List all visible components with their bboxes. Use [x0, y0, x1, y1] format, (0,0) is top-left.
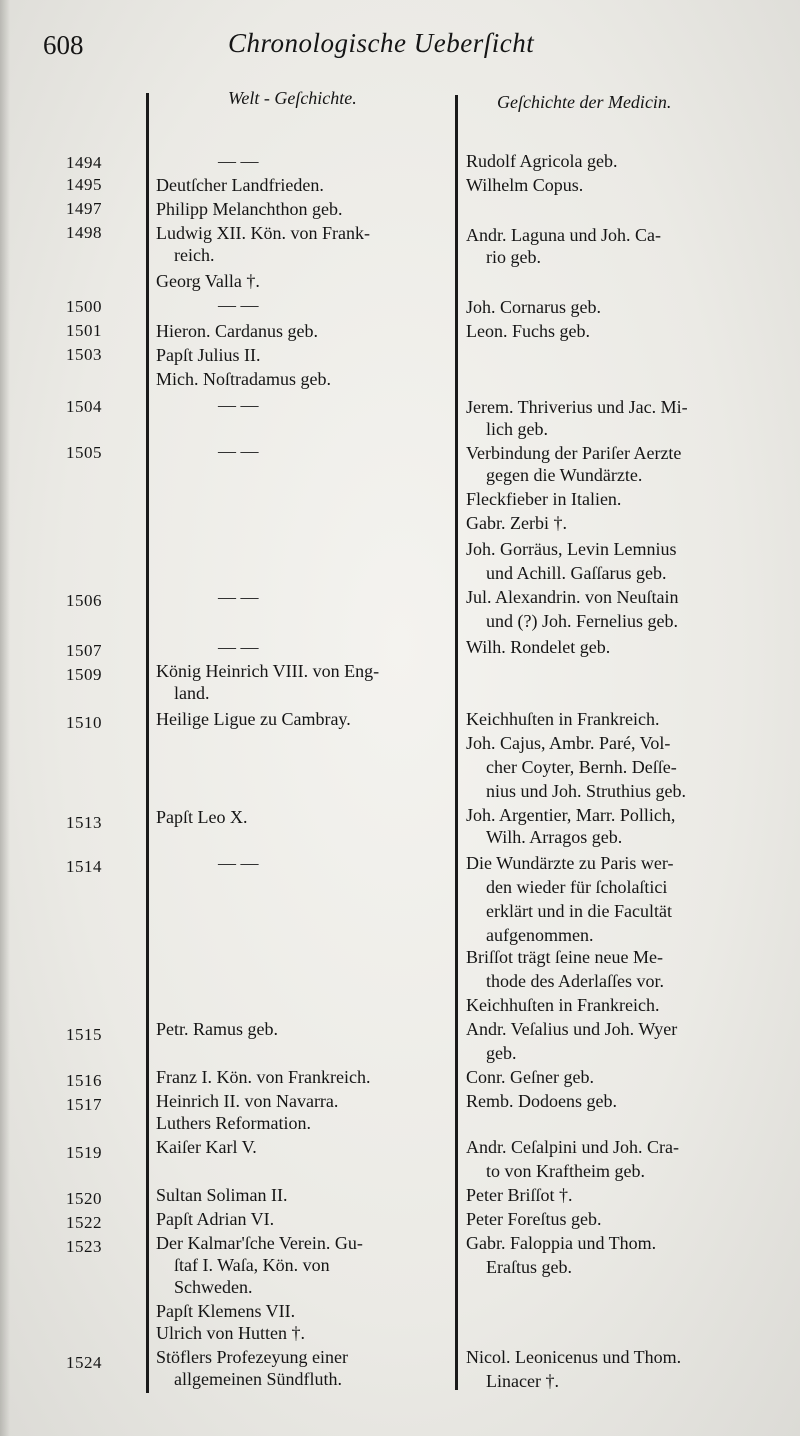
medicine-entry-line: nius und Joh. Struthius geb.	[486, 781, 687, 801]
medicine-entry-line: erklärt und in die Facultät	[486, 901, 672, 921]
column-rule-left	[146, 93, 149, 1393]
world-entry-line: König Heinrich VIII. von Eng-	[156, 661, 380, 681]
medicine-entry-line: geb.	[486, 1043, 517, 1063]
world-entry-line: Franz I. Kön. von Frankreich.	[156, 1067, 371, 1087]
world-entry-line: Der Kalmar'ſche Verein. Gu-	[156, 1233, 363, 1253]
medicine-entry-line: Peter Foreſtus geb.	[466, 1209, 602, 1229]
world-entry-line: — —	[218, 853, 259, 873]
world-entry-line: Heinrich II. von Navarra.	[156, 1091, 339, 1111]
medicine-entry-line: Andr. Laguna und Joh. Ca-	[466, 225, 661, 245]
medicine-entry-line: und Achill. Gaſſarus geb.	[486, 563, 667, 583]
medicine-entry-line: Conr. Geſner geb.	[466, 1067, 594, 1087]
medicine-entry-line: Keichhuſten in Frankreich.	[466, 709, 660, 729]
medicine-entry-line: Eraſtus geb.	[486, 1257, 572, 1277]
medicine-entry-line: Andr. Ceſalpini und Joh. Cra-	[466, 1137, 679, 1157]
medicine-entry-line: Andr. Veſalius und Joh. Wyer	[466, 1019, 678, 1039]
medicine-entry-line: Jul. Alexandrin. von Neuſtain	[466, 587, 679, 607]
world-entry-line: Kaiſer Karl V.	[156, 1137, 257, 1157]
year-label: 1507	[66, 641, 102, 660]
year-label: 1495	[66, 175, 102, 194]
medicine-entry-line: Fleckfieber in Italien.	[466, 489, 622, 509]
year-label: 1514	[66, 857, 102, 876]
world-entry-line: Mich. Noſtradamus geb.	[156, 369, 331, 389]
medicine-entry-line: rio geb.	[486, 247, 541, 267]
running-title: Chronologische Ueberſicht	[228, 28, 535, 58]
medicine-entry-line: und (?) Joh. Fernelius geb.	[486, 611, 678, 631]
year-label: 1494	[66, 153, 102, 172]
world-entry-line: Deutſcher Landfrieden.	[156, 175, 324, 195]
medicine-entry-line: Gabr. Zerbi †.	[466, 513, 567, 533]
medicine-entry-line: Wilh. Arragos geb.	[486, 827, 623, 847]
year-label: 1519	[66, 1143, 102, 1162]
year-label: 1500	[66, 297, 102, 316]
year-label: 1509	[66, 665, 102, 684]
world-entry-line: — —	[218, 441, 259, 461]
world-entry-line: Heilige Ligue zu Cambray.	[156, 709, 351, 729]
world-entry-line: Petr. Ramus geb.	[156, 1019, 278, 1039]
year-label: 1513	[66, 813, 102, 832]
medicine-entry-line: Verbindung der Pariſer Aerzte	[466, 443, 682, 463]
column-heading-world-history: Welt - Geſchichte.	[228, 88, 357, 108]
medicine-entry-line: cher Coyter, Bernh. Deſſe-	[486, 757, 677, 777]
world-entry-line: — —	[218, 395, 259, 415]
world-entry-line: Ulrich von Hutten †.	[156, 1323, 305, 1343]
world-entry-line: ſtaf I. Waſa, Kön. von	[174, 1255, 330, 1275]
medicine-entry-line: Linacer †.	[486, 1371, 559, 1391]
column-heading-medicine-history: Geſchichte der Medicin.	[497, 92, 672, 112]
year-label: 1498	[66, 223, 102, 242]
world-entry-line: Hieron. Cardanus geb.	[156, 321, 318, 341]
medicine-entry-line: Leon. Fuchs geb.	[466, 321, 590, 341]
world-entry-line: Papſt Klemens VII.	[156, 1301, 296, 1321]
medicine-entry-line: Die Wundärzte zu Paris wer-	[466, 853, 674, 873]
medicine-entry-line: Nicol. Leonicenus und Thom.	[466, 1347, 682, 1367]
year-label: 1522	[66, 1213, 102, 1232]
medicine-entry-line: Joh. Argentier, Marr. Pollich,	[466, 805, 676, 825]
medicine-entry-line: Briſſot trägt ſeine neue Me-	[466, 947, 663, 967]
medicine-entry-line: aufgenommen.	[486, 925, 594, 945]
medicine-entry-line: Peter Briſſot †.	[466, 1185, 573, 1205]
year-label: 1501	[66, 321, 102, 340]
year-label: 1520	[66, 1189, 102, 1208]
world-entry-line: Papſt Leo X.	[156, 807, 248, 827]
year-label: 1505	[66, 443, 102, 462]
medicine-entry-line: Joh. Gorräus, Levin Lemnius	[466, 539, 677, 559]
year-label: 1503	[66, 345, 102, 364]
year-label: 1510	[66, 713, 102, 732]
medicine-entry-line: Rudolf Agricola geb.	[466, 151, 618, 171]
world-entry-line: Schweden.	[174, 1277, 253, 1297]
world-entry-line: Papſt Julius II.	[156, 345, 261, 365]
year-label: 1517	[66, 1095, 102, 1114]
world-entry-line: reich.	[174, 245, 215, 265]
world-entry-line: — —	[218, 151, 259, 171]
medicine-entry-line: Wilhelm Copus.	[466, 175, 584, 195]
medicine-entry-line: Joh. Cajus, Ambr. Paré, Vol-	[466, 733, 671, 753]
world-entry-line: Sultan Soliman II.	[156, 1185, 288, 1205]
world-entry-line: — —	[218, 587, 259, 607]
medicine-entry-line: Remb. Dodoens geb.	[466, 1091, 617, 1111]
year-label: 1497	[66, 199, 102, 218]
year-label: 1506	[66, 591, 102, 610]
year-label: 1515	[66, 1025, 102, 1044]
page-edge-shadow	[0, 0, 10, 1436]
year-label: 1524	[66, 1353, 102, 1372]
medicine-entry-line: Joh. Cornarus geb.	[466, 297, 601, 317]
world-entry-line: — —	[218, 295, 259, 315]
medicine-entry-line: Wilh. Rondelet geb.	[466, 637, 611, 657]
medicine-entry-line: Jerem. Thriverius und Jac. Mi-	[466, 397, 688, 417]
page-number: 608	[43, 30, 84, 60]
world-entry-line: land.	[174, 683, 210, 703]
medicine-entry-line: lich geb.	[486, 419, 548, 439]
world-entry-line: Georg Valla †.	[156, 271, 260, 291]
column-rule-right	[455, 95, 458, 1390]
medicine-entry-line: gegen die Wundärzte.	[486, 465, 643, 485]
world-entry-line: Luthers Reformation.	[156, 1113, 311, 1133]
world-entry-line: Papſt Adrian VI.	[156, 1209, 275, 1229]
year-label: 1523	[66, 1237, 102, 1256]
world-entry-line: Ludwig XII. Kön. von Frank-	[156, 223, 370, 243]
year-label: 1516	[66, 1071, 102, 1090]
medicine-entry-line: to von Kraftheim geb.	[486, 1161, 645, 1181]
medicine-entry-line: thode des Aderlaſſes vor.	[486, 971, 664, 991]
medicine-entry-line: Keichhuſten in Frankreich.	[466, 995, 660, 1015]
world-entry-line: Stöflers Profezeyung einer	[156, 1347, 348, 1367]
world-entry-line: — —	[218, 637, 259, 657]
medicine-entry-line: den wieder für ſcholaſtici	[486, 877, 668, 897]
world-entry-line: allgemeinen Sündfluth.	[174, 1369, 342, 1389]
medicine-entry-line: Gabr. Faloppia und Thom.	[466, 1233, 657, 1253]
year-label: 1504	[66, 397, 102, 416]
world-entry-line: Philipp Melanchthon geb.	[156, 199, 343, 219]
